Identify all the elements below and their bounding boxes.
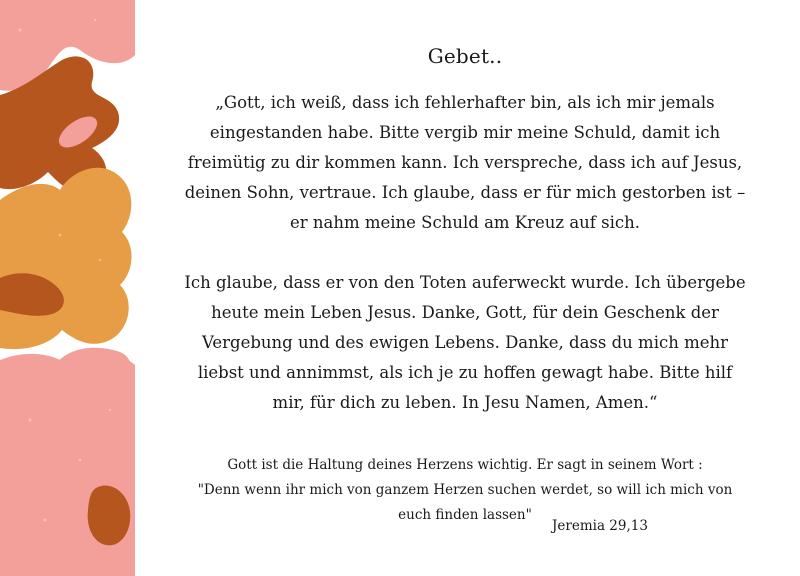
prayer-line: eingestanden habe. Bitte vergib mir meine Schuld, damit ich (209, 123, 721, 142)
prayer-line: Ich glaube, dass er von den Toten auferweckt wurde. Ich übergebe (184, 273, 746, 292)
prayer-line: deinen Sohn, vertraue. Ich glaube, dass er für mich gestorben ist – (184, 183, 746, 202)
paragraph-gap (150, 238, 780, 268)
floral-border-decoration (0, 0, 135, 576)
floral-pattern-illustration (0, 0, 135, 576)
prayer-line: Vergebung und des ewigen Lebens. Danke, dass du mich mehr (201, 333, 729, 352)
prayer-text (150, 88, 780, 418)
prayer-content (150, 0, 780, 576)
page-title: Gebet.. (427, 44, 503, 68)
note-line: euch finden lassen" (398, 507, 532, 523)
prayer-line: mir, für dich zu leben. In Jesu Namen, Amen.“ (272, 393, 658, 412)
prayer-line: freimütig zu dir kommen kann. Ich verspreche, dass ich auf Jesus, (187, 153, 743, 172)
prayer-line: heute mein Leben Jesus. Danke, Gott, für dein Geschenk der (211, 303, 719, 322)
scripture-note (150, 453, 780, 528)
prayer-line: „Gott, ich weiß, dass ich fehlerhafter bin, als ich mir jemals (215, 93, 715, 112)
note-line: Gott ist die Haltung deines Herzens wichtig. Er sagt in seinem Wort : (227, 457, 703, 473)
note-line: "Denn wenn ihr mich von ganzem Herzen suchen werdet, so will ich mich von (197, 482, 733, 498)
orange-flower (0, 168, 132, 349)
verse-reference: Jeremia 29,13 (552, 518, 648, 534)
prayer-line: liebst und annimmst, als ich je zu hoffen gewagt habe. Bitte hilf (197, 363, 733, 382)
prayer-line: er nahm meine Schuld am Kreuz auf sich. (289, 213, 641, 232)
